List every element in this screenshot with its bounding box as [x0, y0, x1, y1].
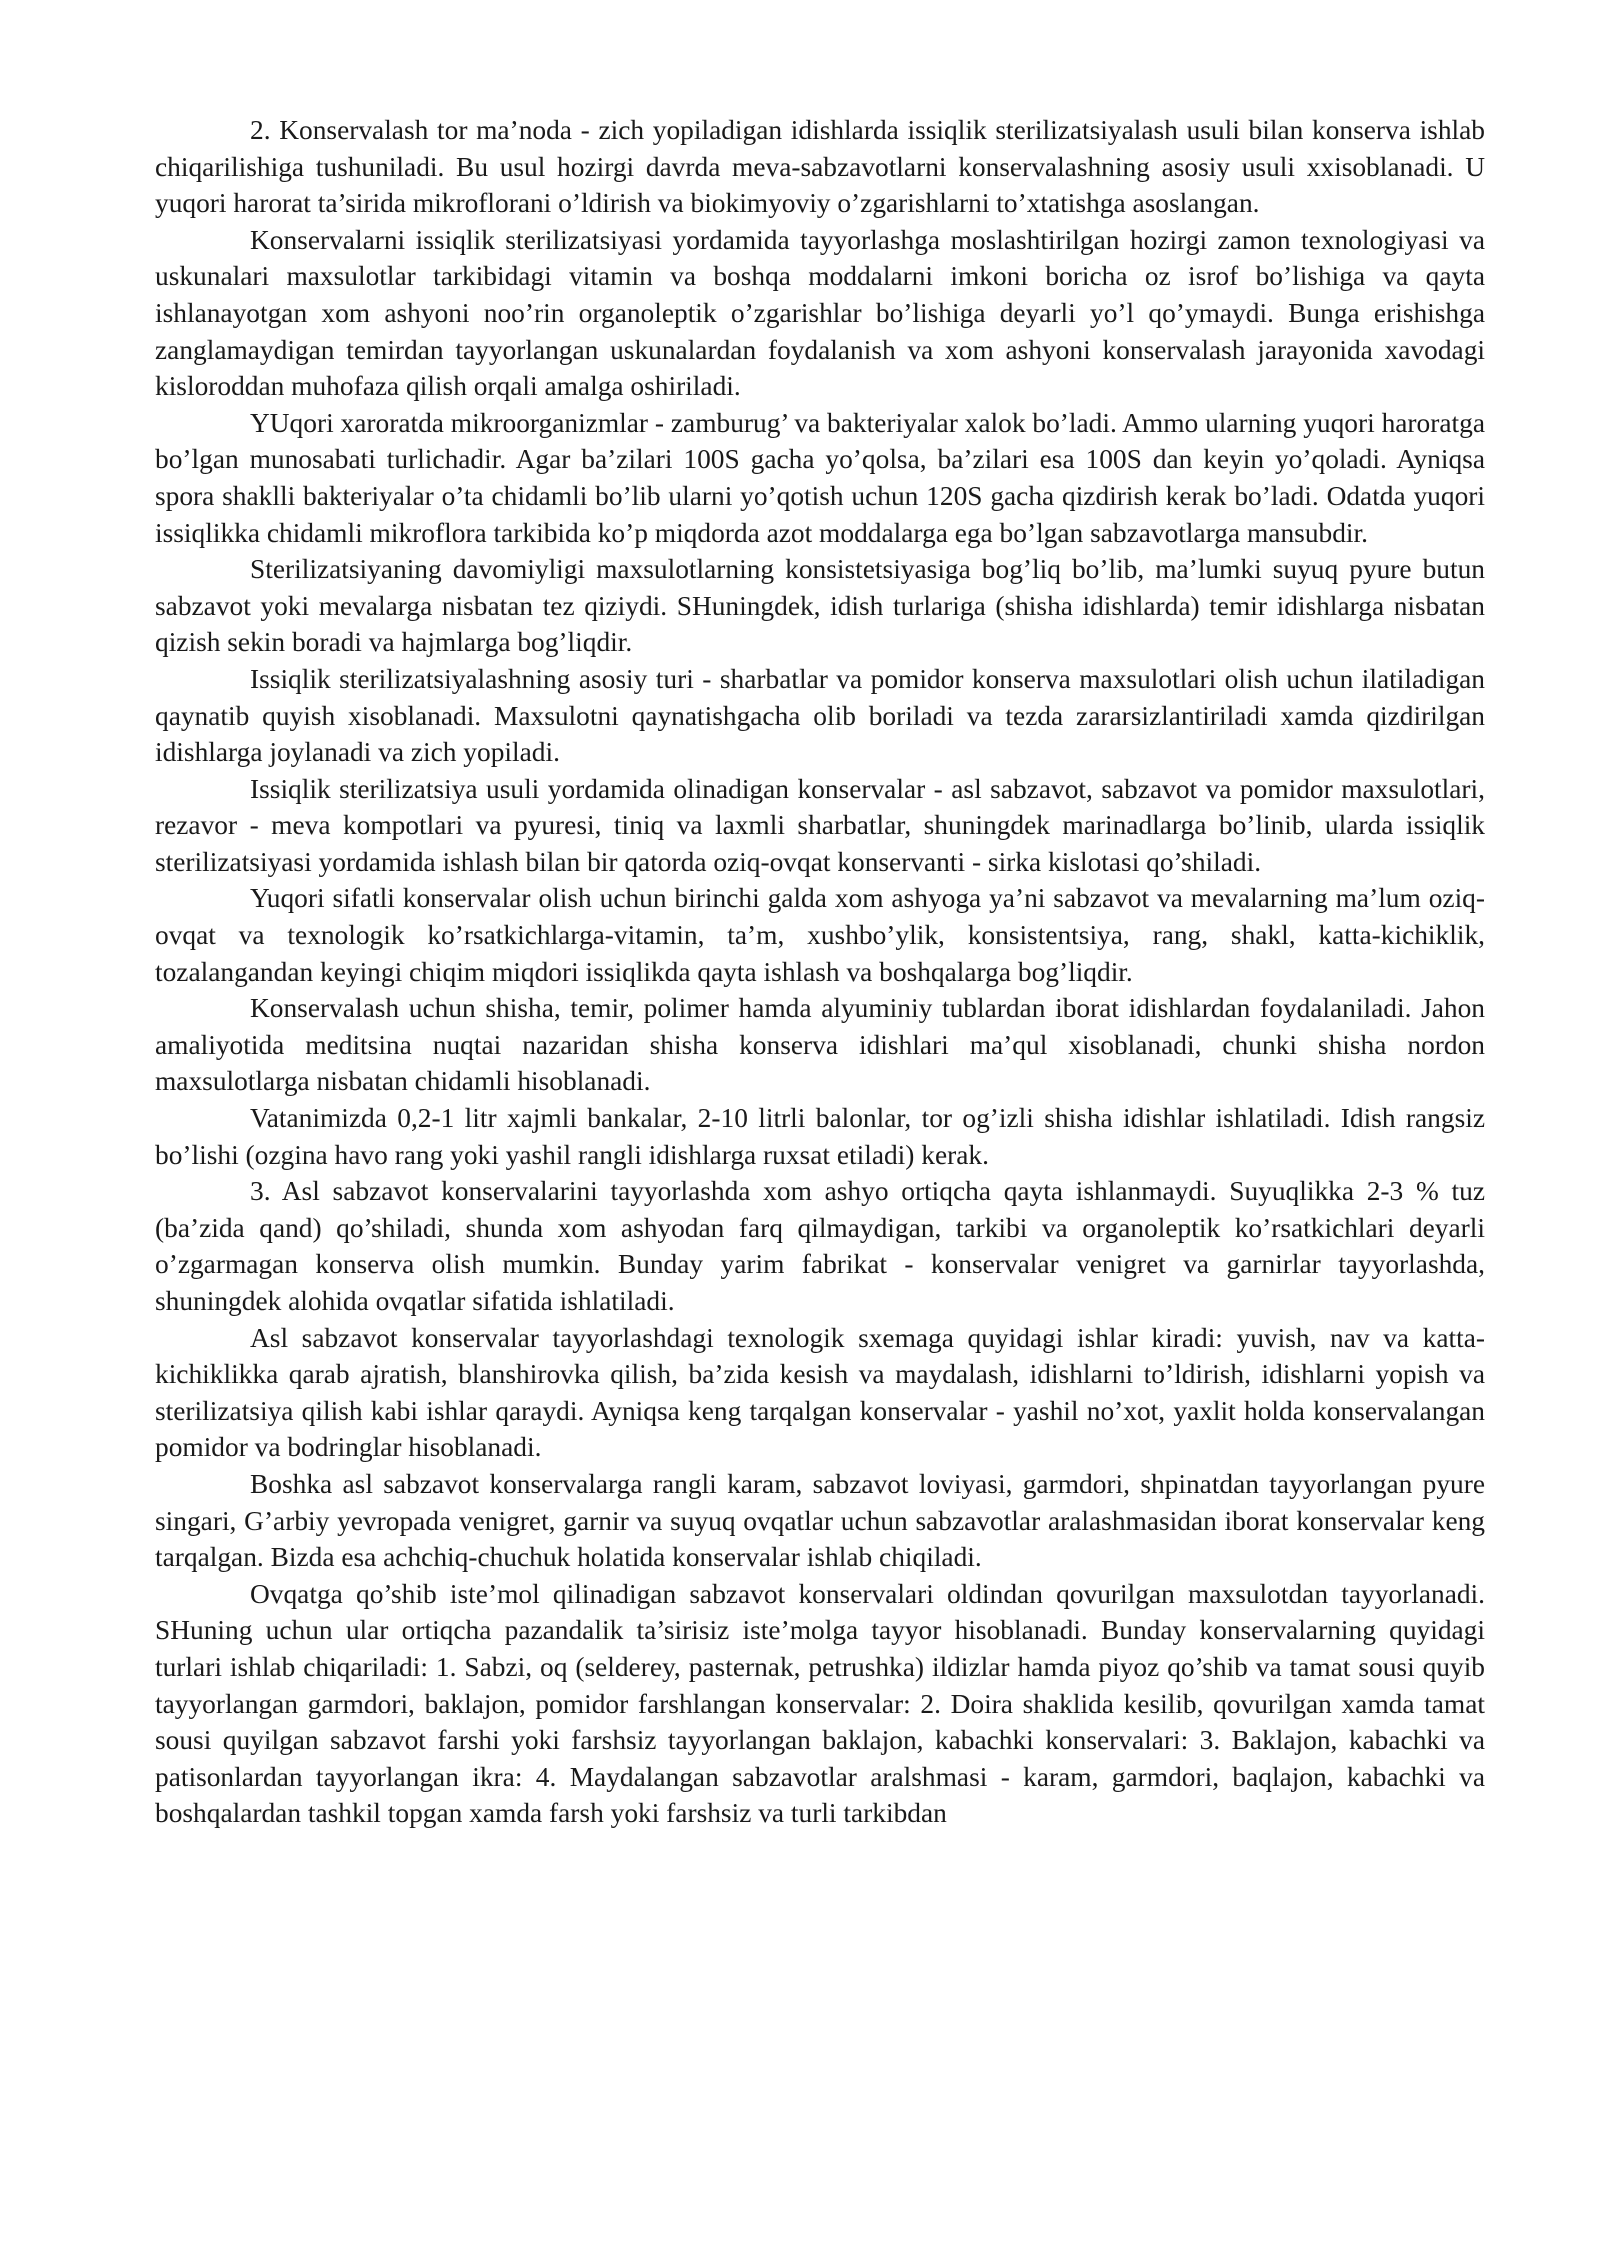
paragraph: Boshka asl sabzavot konservalarga rangli karam, sabzavot loviyasi, garmdori, shpinatdan tayyorlangan pyure singari, G’arbiy yevropada venigret, garnir va suyuq ovqatlar uchun sabzavotlar aralashmasidan iborat konservalar keng tarqalgan. Bizda esa achchiq-chuchuk holatida konservalar ishlab chiqiladi. — [155, 1468, 1485, 1573]
paragraph: 2. Konservalash tor ma’noda - zich yopiladigan idishlarda issiqlik sterilizatsiyalash usuli bilan konserva ishlab chiqarilishiga tushuniladi. Bu usul hozirgi davrda meva-sabzavotlarni konservalashning asosiy usuli xxisoblanadi. U yuqori harorat ta’sirida mikroflorani o’ldirish va biokimyoviy o’zgarishlarni to’xtatishga asoslangan. — [155, 115, 1485, 219]
paragraph: Issiqlik sterilizatsiya usuli yordamida olinadigan konservalar - asl sabzavot, sabzavot va pomidor maxsulotlari, rezavor - meva kompotlari va pyuresi, tiniq va laxmli sharbatlar, shuningdek marinadlarga bo’linib, ularda issiqlik sterilizatsiyasi yordamida ishlash bilan bir qatorda oziq-ovqat konservanti - sirka kislotasi qo’shiladi. — [155, 773, 1485, 877]
paragraph: Konservalarni issiqlik sterilizatsiyasi yordamida tayyorlashga moslashtirilgan hozirgi zamon texnologiyasi va uskunalari maxsulotlar tarkibidagi vitamin va boshqa moddalarni imkoni boricha oz isrof bo’lishiga va qayta ishlanayotgan xom ashyoni noo’rin organoleptik o’zgarishlar bo’lishiga deyarli yo’l qo’ymaydi. Bunga erishishga zanglamaydigan temirdan tayyorlangan uskunalardan foydalanish va xom ashyoni konservalash jarayonida xavodagi kisloroddan muhofaza qilish orqali amalga oshiriladi. — [155, 224, 1485, 402]
paragraph: Issiqlik sterilizatsiyalashning asosiy turi - sharbatlar va pomidor konserva maxsulotlari olish uchun ilatiladigan qaynatib quyish xisoblanadi. Maxsulotni qaynatishgacha olib boriladi va tezda zararsizlantiriladi xamda qizdirilgan idishlarga joylanadi va zich yopiladi. — [155, 663, 1485, 768]
paragraph: Asl sabzavot konservalar tayyorlashdagi texnologik sxemaga quyidagi ishlar kiradi: yuvish, nav va katta-kichiklikka qarab ajratish, blanshirovka qilish, ba’zida kesish va maydalash, idishlarni to’ldirish, idishlarni yopish va sterilizatsiya qilish kabi ishlar qaraydi. Ayniqsa keng tarqalgan konservalar - yashil no’xot, yaxlit holda konservalangan pomidor va bodringlar hisoblanadi. — [155, 1322, 1485, 1463]
paragraph: Vatanimizda 0,2-1 litr xajmli bankalar, 2-10 litrli balonlar, tor og’izli shisha idishlar ishlatiladi. Idish rangsiz bo’lishi (ozgina havo rang yoki yashil rangli idishlarga ruxsat etiladi) kerak. — [155, 1103, 1485, 1170]
paragraph: Sterilizatsiyaning davomiyligi maxsulotlarning konsistetsiyasiga bog’liq bo’lib, ma’lumki suyuq pyure butun sabzavot yoki mevalarga nisbatan tez qiziydi. SHuningdek, idish turlariga (shisha idishlarda) temir idishlarga nisbatan qizish sekin boradi va hajmlarga bog’liqdir. — [155, 554, 1485, 658]
document-body — [155, 112, 1485, 1832]
paragraph: Ovqatga qo’shib iste’mol qilinadigan sabzavot konservalari oldindan qovurilgan maxsulotdan tayyorlanadi. SHuning uchun ular ortiqcha pazandalik ta’sirisiz iste’molga tayyor hisoblanadi. Bunday konservalarning quyidagi turlari ishlab chiqariladi: 1. Sabzi, oq (selderey, pasternak, petrushka) ildizlar hamda piyoz qo’shib va tamat sousi quyib tayyorlangan garmdori, baklajon, pomidor farshlangan konservalar: 2. Doira shaklida kesilib, qovurilgan xamda tamat sousi quyilgan sabzavot farshi yoki farshsiz tayyorlangan baklajon, kabachki konservalari: 3. Baklajon, kabachki va patisonlardan tayyorlangan ikra: 4. Maydalangan sabzavotlar aralshmasi - karam, garmdori, baqlajon, kabachki va boshqalardan tashkil topgan xamda farsh yoki farshsiz va turli tarkibdan — [155, 1578, 1485, 1829]
paragraph: YUqori xaroratda mikroorganizmlar - zamburug’ va bakteriyalar xalok bo’ladi. Ammo ularning yuqori haroratga bo’lgan munosabati turlichadir. Agar ba’zilari 100S gacha yo’qolsa, ba’zilari esa 100S dan keyin yo’qoladi. Ayniqsa spora shaklli bakteriyalar o’ta chidamli bo’lib ularni yo’qotish uchun 120S gacha qizdirish kerak bo’ladi. Odatda yuqori issiqlikka chidamli mikroflora tarkibida ko’p miqdorda azot moddalarga ega bo’lgan sabzavotlarga mansubdir. — [155, 407, 1485, 548]
paragraph: 3. Asl sabzavot konservalarini tayyorlashda xom ashyo ortiqcha qayta ishlanmaydi. Suyuqlikka 2-3 % tuz (ba’zida qand) qo’shiladi, shunda xom ashyodan farq qilmaydigan, tarkibi va organoleptik ko’rsatkichlari deyarli o’zgarmagan konserva olish mumkin. Bunday yarim fabrikat - konservalar venigret va garnirlar tayyorlashda, shuningdek alohida ovqatlar sifatida ishlatiladi. — [155, 1176, 1485, 1316]
paragraph: Yuqori sifatli konservalar olish uchun birinchi galda xom ashyoga ya’ni sabzavot va mevalarning ma’lum oziq-ovqat va texnologik ko’rsatkichlarga-vitamin, ta’m, xushbo’ylik, konsistentsiya, rang, shakl, katta-kichiklik, tozalangandan keyingi chiqim miqdori issiqlikda qayta ishlash va boshqalarga bog’liqdir. — [155, 883, 1485, 987]
paragraph: Konservalash uchun shisha, temir, polimer hamda alyuminiy tublardan iborat idishlardan foydalaniladi. Jahon amaliyotida meditsina nuqtai nazaridan shisha konserva idishlari ma’qul xisoblanadi, chunki shisha nordon maxsulotlarga nisbatan chidamli hisoblanadi. — [155, 993, 1485, 1097]
